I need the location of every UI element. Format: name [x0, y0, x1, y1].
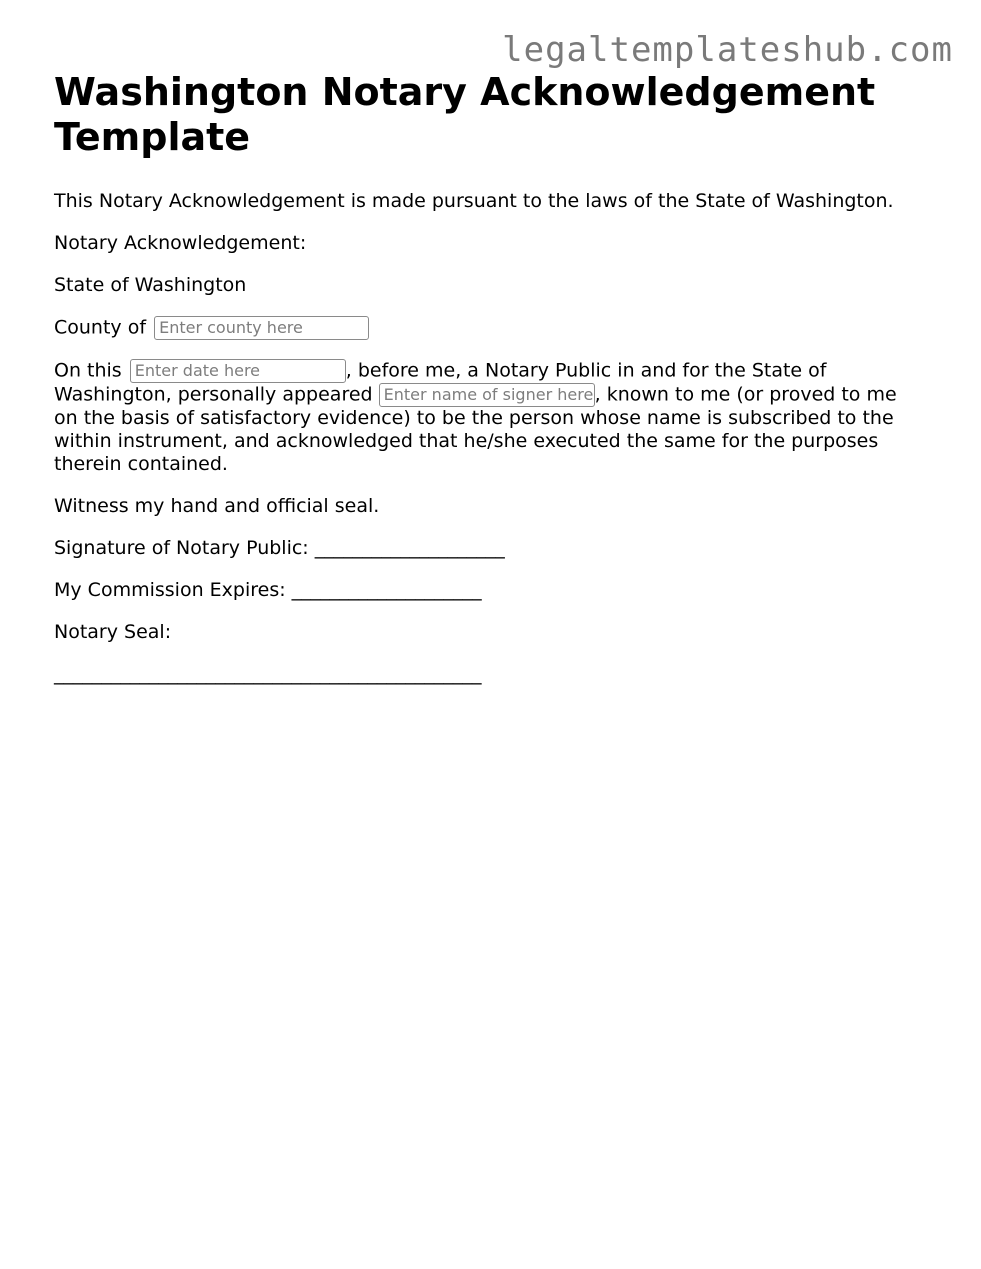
signature-line: Signature of Notary Public: ____________________: [54, 537, 505, 559]
document-title: Washington Notary Acknowledgement Template: [54, 70, 876, 159]
acknowledgement-heading: Notary Acknowledgement:: [54, 232, 307, 254]
date-input[interactable]: Enter date here: [130, 359, 346, 383]
witness-line: Witness my hand and official seal.: [54, 495, 380, 517]
county-line: [54, 316, 914, 340]
on-this-text: On this: [54, 359, 122, 382]
commission-line: My Commission Expires: ____________________: [54, 579, 482, 601]
acknowledgement-text: , known to me (or proved to me on the basis of satisfactory evidence) to be the person whose name is subscribed to the within instrument, and acknowledged that he/she executed the same for the purposes therein contained.: [54, 383, 897, 475]
acknowledgement-paragraph: [54, 359, 914, 476]
appeared-text: , before me, a Notary Public in and for the State of Washington, personally appeared: [54, 359, 827, 406]
state-line: State of Washington: [54, 274, 247, 296]
intro-paragraph: This Notary Acknowledgement is made pursuant to the laws of the State of Washington.: [54, 190, 894, 212]
county-label: County of: [54, 316, 147, 339]
document-body: [54, 70, 914, 686]
seal-signature-line: _____________________________________________: [54, 663, 482, 685]
signer-name-input[interactable]: Enter name of signer here: [379, 383, 595, 407]
seal-label: Notary Seal:: [54, 621, 172, 643]
county-input[interactable]: Enter county here: [154, 316, 369, 340]
site-watermark: legaltemplateshub.com: [502, 30, 953, 70]
